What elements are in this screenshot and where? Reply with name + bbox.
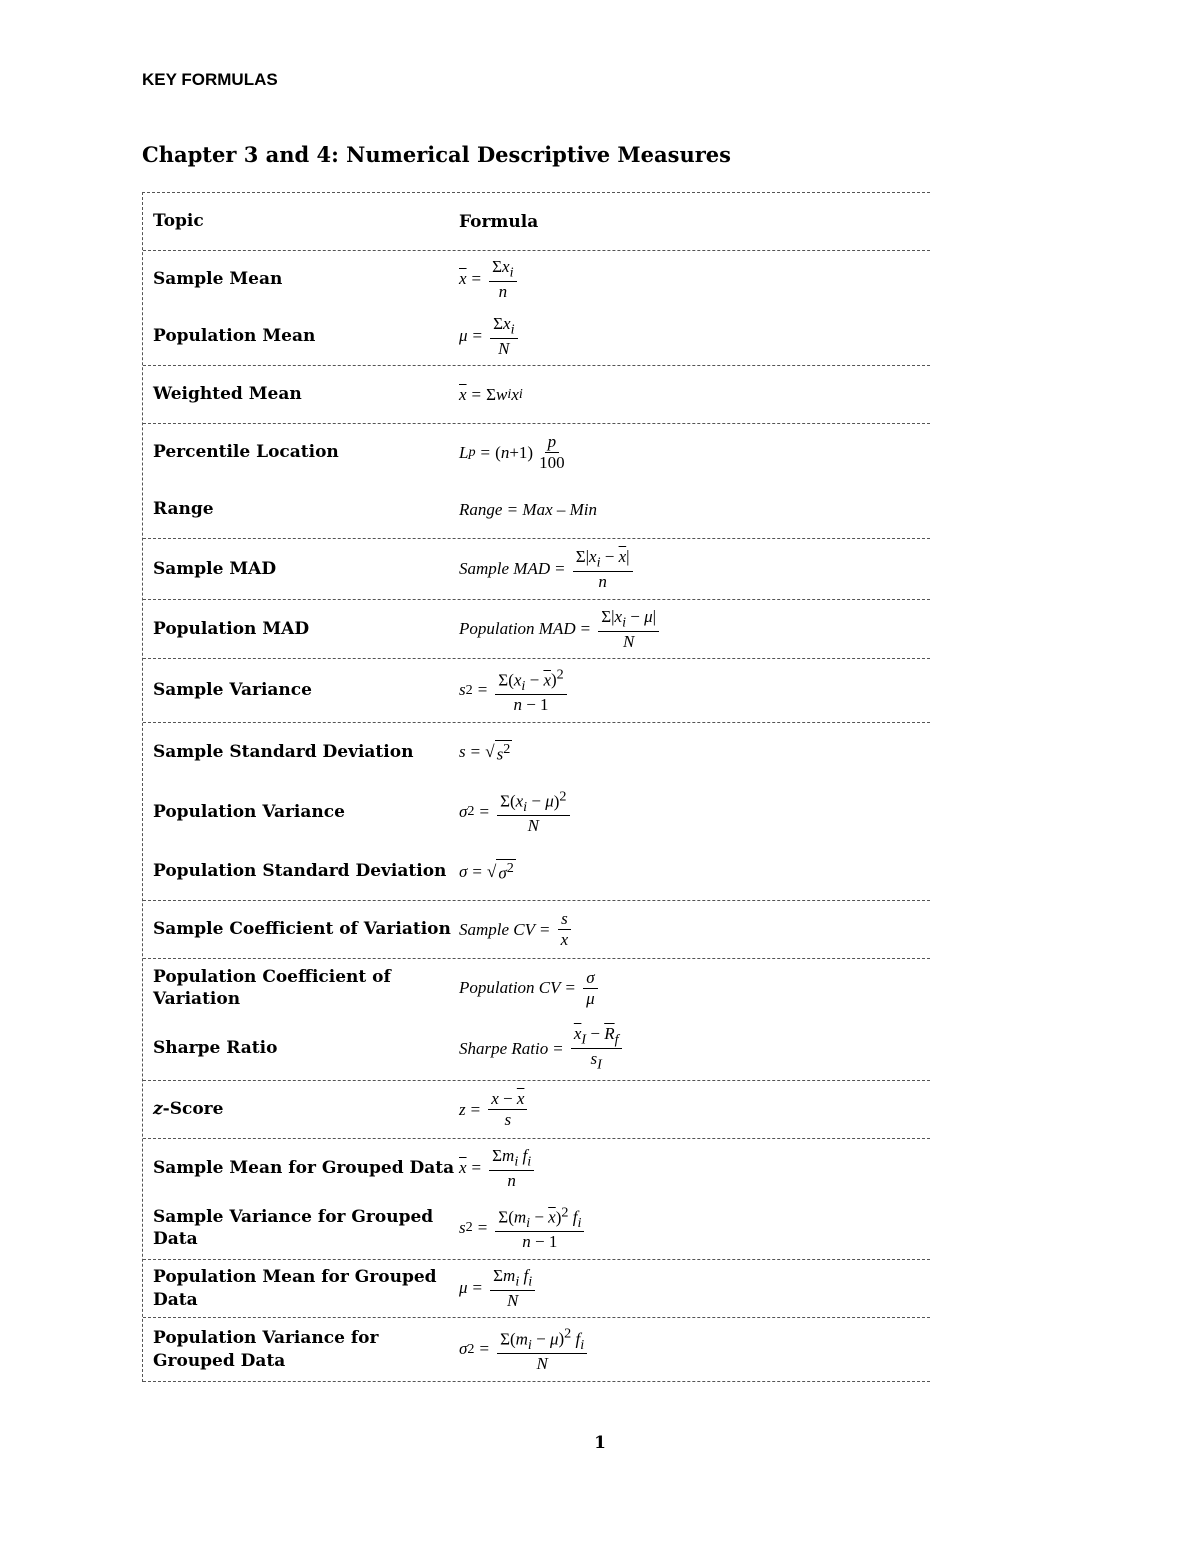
table-header [143, 193, 930, 251]
chapter-title: Chapter 3 and 4: Numerical Descriptive Measures [142, 142, 731, 167]
formula-z-score: z = $\frac{x - \overline{x}}{s}$ [459, 1089, 930, 1129]
topic-population-mean: Population Mean [153, 326, 316, 347]
section-sample-cv [143, 901, 930, 959]
topic-sample-mean-grouped: Sample Mean for Grouped Data [153, 1157, 455, 1178]
formula-population-cv: Population CV = $\frac{\sigma}{\mu}$ [459, 968, 930, 1008]
population-mad-label: Population MAD [459, 618, 576, 638]
section-sample-variance [143, 659, 930, 723]
topic-percentile-location: Percentile Location [153, 442, 339, 463]
topic-population-mad: Population MAD [153, 618, 310, 639]
formula-population-sd: σ = √ $\sigma^2$ [459, 860, 514, 883]
formula-population-mean-grouped: μ = $\frac{\Sigma m_i f_i}{N}$ [459, 1266, 930, 1310]
table-header-row [143, 193, 930, 250]
formula-population-mad: Population MAD = $\frac{\Sigma|x_i - \mu|}{N}$ [459, 607, 930, 651]
section-location [143, 424, 930, 539]
table-row [143, 659, 930, 722]
formula-sample-variance: s 2 = $\frac{\Sigma(x_i - \overline{x})^2}{n - 1}$ [459, 667, 930, 715]
table-row [143, 901, 930, 958]
topic-population-variance-grouped: Population Variance for Grouped Data [153, 1328, 379, 1371]
table-row [143, 1081, 930, 1138]
topic-sample-mad: Sample MAD [153, 558, 277, 579]
formula-population-mean: μ = $\frac{\Sigma x_i}{N}$ [459, 314, 930, 358]
formula-population-variance-grouped: σ 2 = $\frac{\Sigma(m_i - \mu)^2 f_i}{N}$ [459, 1326, 930, 1374]
section-weighted-mean [143, 366, 930, 424]
formula-sample-cv: Sample CV = $\frac{s}{x}$ [459, 909, 930, 949]
formula-sample-sd: s = √ $s^2$ [459, 740, 511, 764]
topic-z-score: z-Score [153, 1099, 224, 1120]
table-row [143, 366, 930, 423]
topic-population-cv: Population Coefficient of Variation [153, 966, 391, 1009]
table-row [143, 843, 930, 900]
topic-sample-variance: Sample Variance [153, 680, 312, 701]
formula-population-variance: σ 2 = $\frac{\Sigma(x_i - \mu)^2}{N}$ [459, 788, 930, 836]
topic-sample-mean: Sample Mean [153, 269, 283, 290]
topic-sample-cv: Sample Coefficient of Variation [153, 919, 451, 940]
topic-sample-variance-grouped: Sample Variance for Grouped Data [153, 1206, 434, 1249]
table-row [143, 781, 930, 843]
section-deviation [143, 723, 930, 901]
table-row [143, 1139, 930, 1197]
topic-sample-sd: Sample Standard Deviation [153, 741, 414, 762]
table-row [143, 600, 930, 658]
topic-weighted-mean: Weighted Mean [153, 384, 302, 405]
sample-cv-label: Sample CV [459, 919, 536, 939]
table-row [143, 959, 930, 1017]
section-z-score [143, 1081, 930, 1139]
table-row [143, 481, 930, 538]
formula-sample-mean-grouped: $\overline{x}$ = $\frac{\Sigma m_i f_i}{n}$ [459, 1146, 930, 1190]
column-header-topic: Topic [153, 211, 204, 232]
page-number: 1 [594, 1433, 606, 1453]
formula-table [142, 192, 930, 1382]
table-row [143, 539, 930, 599]
table-row [143, 1260, 930, 1317]
section-population-variance-grouped [143, 1318, 930, 1382]
table-row [143, 308, 930, 365]
section-means [143, 251, 930, 366]
table-row [143, 723, 930, 781]
formula-sample-mad: Sample MAD = $\frac{\Sigma|x_i - \overline{x}|}{n}$ [459, 547, 930, 591]
table-row [143, 251, 930, 308]
sample-mad-label: Sample MAD [459, 558, 551, 578]
table-row [143, 424, 930, 481]
table-row [143, 1318, 930, 1381]
table-row [143, 1197, 930, 1259]
sharpe-ratio-label: Sharpe Ratio [459, 1038, 549, 1058]
section-grouped-sample [143, 1139, 930, 1260]
formula-range: Range = Max – Min [459, 499, 597, 519]
section-population-mean-grouped [143, 1260, 930, 1318]
formula-weighted-mean: $\overline{x}$ = Σ w i x i [459, 384, 523, 404]
population-cv-label: Population CV [459, 978, 561, 997]
topic-population-mean-grouped: Population Mean for Grouped Data [153, 1267, 437, 1310]
column-header-formula: Formula [459, 211, 539, 232]
document-header: KEY FORMULAS [142, 70, 278, 89]
topic-sharpe-ratio: Sharpe Ratio [153, 1038, 278, 1059]
topic-population-variance: Population Variance [153, 801, 345, 822]
topic-range: Range [153, 499, 214, 520]
section-sample-mad [143, 539, 930, 600]
topic-population-sd: Population Standard Deviation [153, 861, 447, 882]
formula-percentile-location: L p = ( n +1) $\frac{p}{100}$ [459, 432, 565, 472]
formula-sample-variance-grouped: s 2 = $\frac{\Sigma(m_i - \overline{x})^2 f_i}{n - 1}$ [459, 1204, 930, 1252]
section-cv-sharpe [143, 959, 930, 1081]
section-population-mad [143, 600, 930, 659]
table-row [143, 1017, 930, 1080]
formula-sample-mean: $\overline{x}$ = $\frac{\Sigma x_i}{n}$ [459, 257, 930, 301]
formula-sharpe-ratio: Sharpe Ratio = $\frac{\overline{x}_I - \overline{R}_f}{s_I}$ [459, 1024, 930, 1072]
